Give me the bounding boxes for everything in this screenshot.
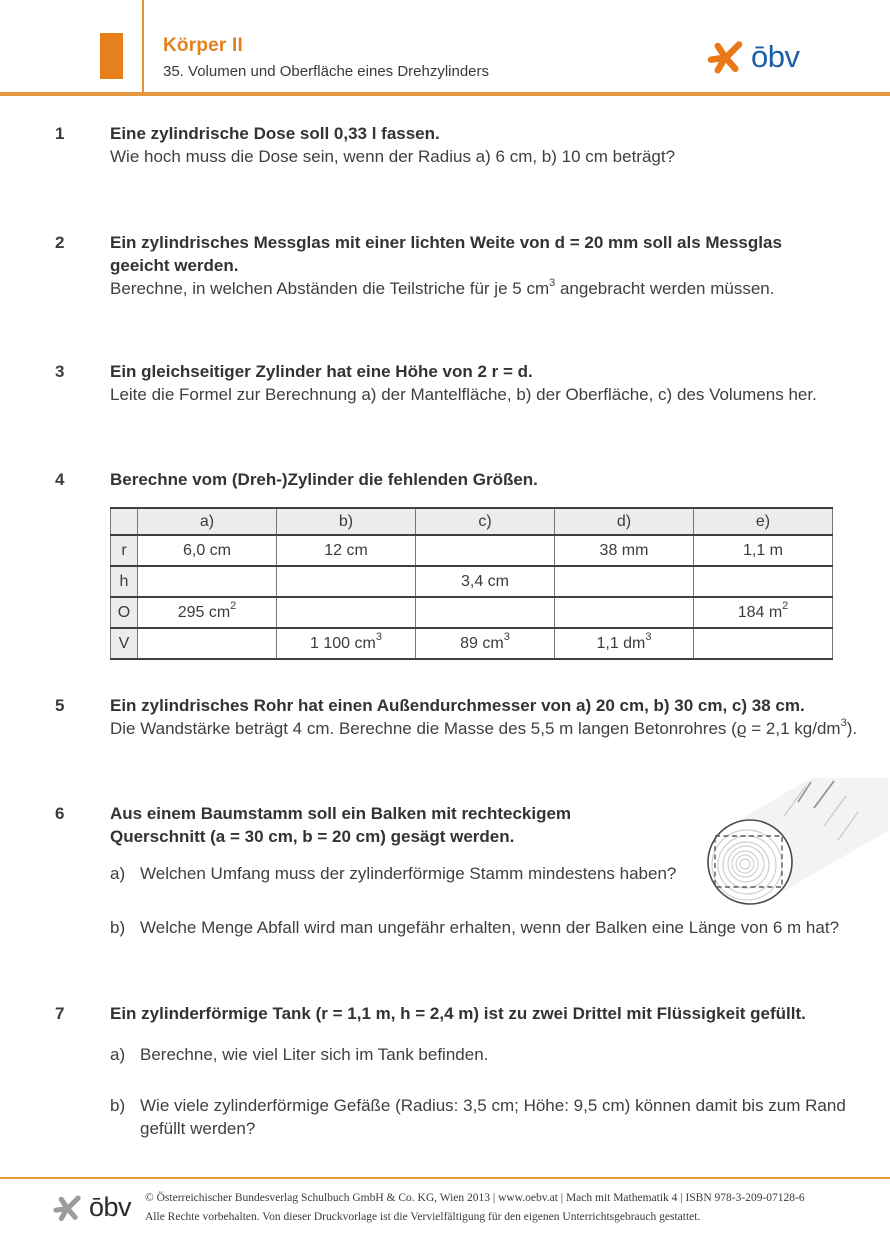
tree-trunk-illustration: [688, 778, 888, 913]
column-header-a: a): [138, 508, 277, 535]
table-cell: [416, 597, 555, 628]
problem-number: 3: [55, 362, 65, 381]
subtask-text: Welchen Umfang muss der zylinderförmige Stamm mindestens haben?: [140, 864, 677, 883]
subtask-text: Welche Menge Abfall wird man ungefähr erhalten, wenn der Balken eine Länge von 6 m hat?: [140, 918, 840, 937]
table-cell: 38 mm: [555, 535, 694, 566]
problem-statement: Querschnitt (a = 30 cm, b = 20 cm) gesägt werden.: [110, 827, 515, 846]
table-cell: [694, 628, 833, 659]
problem-1: [55, 122, 855, 168]
superscript: 3: [840, 717, 847, 730]
obv-logo: [706, 38, 799, 76]
row-label: V: [111, 628, 138, 659]
chapter-title: Körper II: [163, 35, 243, 56]
table-cell: [555, 566, 694, 597]
subtask-text-line: gefüllt werden?: [140, 1119, 256, 1138]
problem-number: 4: [55, 470, 65, 489]
column-header-c: c): [416, 508, 555, 535]
obv-logo-text: ōbv: [751, 39, 800, 74]
obv-star-icon: [706, 38, 744, 76]
subtask-text: [140, 1094, 846, 1140]
problem-number: 2: [55, 233, 65, 252]
imprint-line-1: © Österreichischer Bundesverlag Schulbuch GmbH & Co. KG, Wien 2013 | www.oebv.at | Mach mit Mathematik 4 | ISBN 978-3-209-07128-6: [145, 1192, 805, 1204]
cylinder-values-table: [110, 507, 833, 660]
problem-2: [55, 231, 855, 300]
problem-4: [55, 468, 855, 491]
table-row-radius: [111, 535, 833, 566]
table-cell: 89 $cm^3$: [416, 628, 555, 659]
chapter-numeral-badge: [100, 33, 123, 79]
subtask-label: a): [110, 864, 126, 883]
problem-number: 6: [55, 804, 65, 823]
worksheet-title: 35. Volumen und Oberfläche eines Drehzylinders: [163, 63, 490, 80]
problem-statement: Berechne vom (Dreh-)Zylinder die fehlenden Größen.: [110, 470, 538, 489]
table-cell: 1,1 $dm^3$: [555, 628, 694, 659]
problem-statement: Ein zylinderförmige Tank (r = 1,1 m, h = 2,4 m) ist zu zwei Drittel mit Flüssigkeit gefüllt.: [110, 1004, 806, 1023]
subtask-text: Berechne, wie viel Liter sich im Tank befinden.: [140, 1045, 489, 1064]
problem-statement: geeicht werden.: [110, 256, 239, 275]
table-cell: [138, 566, 277, 597]
problem-question: [110, 717, 860, 740]
problem-number: 7: [55, 1004, 65, 1023]
row-label: h: [111, 566, 138, 597]
table-cell: 295 $cm^2$: [138, 597, 277, 628]
subtask-label: b): [110, 1096, 126, 1115]
question-text: Die Wandstärke beträgt 4 cm. Berechne die Masse des 5,5 m langen Betonrohres (ϱ = 2,1 kg/dm: [110, 719, 841, 738]
superscript: 3: [549, 277, 556, 290]
table-cell: [416, 535, 555, 566]
problem-number: 5: [55, 696, 65, 715]
header-rule: [0, 92, 890, 96]
table-row-volume: [111, 628, 833, 659]
table-cell: [555, 597, 694, 628]
subtask-a: [110, 1043, 860, 1066]
problem-statement: Eine zylindrische Dose soll 0,33 l fassen.: [110, 124, 440, 143]
header-divider: [142, 0, 144, 92]
table-cell: [277, 597, 416, 628]
table-row-height: [111, 566, 833, 597]
question-text: ).: [846, 719, 858, 738]
problem-statement: Aus einem Baumstamm soll ein Balken mit rechteckigem: [110, 804, 572, 823]
problem-question: Wie hoch muss die Dose sein, wenn der Radius a) 6 cm, b) 10 cm beträgt?: [110, 147, 676, 166]
subtask-label: b): [110, 918, 126, 937]
table-cell: 1 100 $cm^3$: [277, 628, 416, 659]
footer-rule: [0, 1177, 890, 1179]
subtask-b: [110, 916, 855, 939]
chapter-numeral: [100, 33, 111, 77]
table-corner-cell: [111, 508, 138, 535]
obv-star-icon: [52, 1193, 82, 1223]
row-label: O: [111, 597, 138, 628]
table-cell: 184 $m^2$: [694, 597, 833, 628]
table-header-row: [111, 508, 833, 535]
column-header-d: d): [555, 508, 694, 535]
subtask-text-line: Wie viele zylinderförmige Gefäße (Radius: 3,5 cm; Höhe: 9,5 cm) können damit bis zum Rand: [140, 1096, 846, 1115]
problem-7: [55, 1002, 860, 1140]
table-cell: 6,0 cm: [138, 535, 277, 566]
obv-logo-text: ōbv: [89, 1192, 132, 1222]
subtask-b: [110, 1094, 860, 1140]
imprint: [145, 1189, 805, 1227]
table-cell: [277, 566, 416, 597]
table-cell: [138, 628, 277, 659]
obv-footer-logo: [52, 1192, 131, 1223]
problem-question: [110, 277, 855, 300]
column-header-e: e): [694, 508, 833, 535]
table-cell: 1,1 m: [694, 535, 833, 566]
row-label: r: [111, 535, 138, 566]
subtask-label: a): [110, 1045, 126, 1064]
problem-statement: Ein zylindrisches Rohr hat einen Außendurchmesser von a) 20 cm, b) 30 cm, c) 38 cm.: [110, 696, 805, 715]
imprint-line-2: Alle Rechte vorbehalten. Von dieser Druckvorlage ist die Vervielfältigung für den eigenen Unterrichtsgebrauch gestattet.: [145, 1211, 701, 1223]
problem-question: Leite die Formel zur Berechnung a) der Mantelfläche, b) der Oberfläche, c) des Volumens her.: [110, 385, 817, 404]
question-text: angebracht werden müssen.: [555, 279, 775, 298]
problem-statement: Ein gleichseitiger Zylinder hat eine Höhe von 2 r = d.: [110, 362, 533, 381]
table-cell: 3,4 cm: [416, 566, 555, 597]
question-text: Berechne, in welchen Abständen die Teilstriche für je 5 cm: [110, 279, 550, 298]
table-cell: 12 cm: [277, 535, 416, 566]
problem-5: [55, 694, 860, 740]
table-cell: [694, 566, 833, 597]
problem-3: [55, 360, 855, 406]
column-header-b: b): [277, 508, 416, 535]
problem-number: 1: [55, 124, 65, 143]
problem-statement: Ein zylindrisches Messglas mit einer lichten Weite von d = 20 mm soll als Messglas: [110, 233, 782, 252]
table-row-surface: [111, 597, 833, 628]
